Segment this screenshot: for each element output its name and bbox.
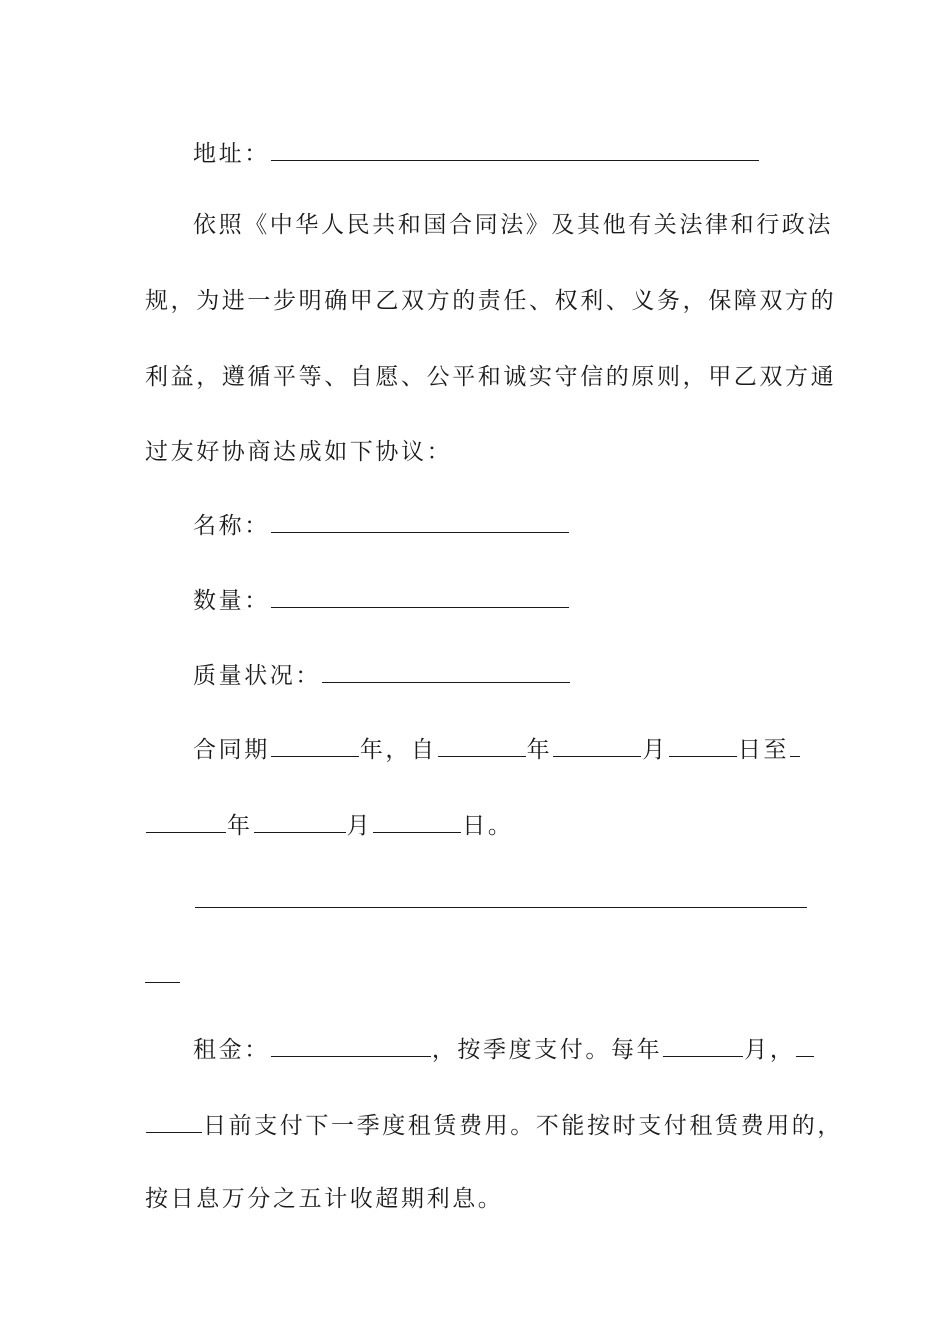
name-label: 名称：	[193, 513, 270, 539]
paragraph-line-3: 利益，遵循平等、自愿、公平和诚实守信的原则，甲乙双方通	[145, 364, 837, 390]
quality-blank[interactable]	[322, 660, 570, 683]
address-line	[193, 138, 810, 168]
name-blank[interactable]	[271, 510, 569, 533]
rent-line-2	[145, 1110, 843, 1140]
payment-day-blank-start[interactable]	[796, 1034, 814, 1057]
end-day-blank[interactable]	[373, 810, 461, 833]
payment-month-blank[interactable]	[663, 1034, 743, 1057]
end-year-blank[interactable]	[146, 810, 226, 833]
payment-day-blank[interactable]	[146, 1110, 202, 1133]
start-day-blank[interactable]	[669, 734, 737, 757]
payment-month-label: 月，	[744, 1037, 796, 1063]
end-year-label: 年	[227, 813, 253, 839]
start-day-to-label: 日至	[737, 737, 790, 763]
start-month-blank[interactable]	[553, 734, 641, 757]
end-month-blank[interactable]	[254, 810, 346, 833]
long-blank-line-continuation[interactable]	[145, 982, 180, 983]
paragraph-line-1: 依照《中华人民共和国合同法》及其他有关法律和行政法	[193, 212, 833, 238]
rent-label: 租金：	[193, 1037, 270, 1063]
quantity-blank[interactable]	[271, 585, 569, 608]
rent-amount-blank[interactable]	[271, 1034, 431, 1057]
rent-line-1	[193, 1034, 810, 1064]
rent-payment-text: 日前支付下一季度租赁费用。不能按时支付租赁费用的，	[203, 1113, 843, 1139]
end-day-label: 日。	[462, 813, 514, 839]
name-line	[193, 510, 810, 540]
start-year-label: 年	[526, 737, 553, 763]
quality-line	[193, 660, 810, 690]
end-month-label: 月	[346, 813, 373, 839]
term-year-from: 年，自	[359, 737, 437, 763]
term-line-2	[145, 810, 810, 840]
paragraph-line-4: 过友好协商达成如下协议：	[145, 439, 453, 465]
quantity-line	[193, 585, 810, 615]
address-blank[interactable]	[271, 138, 759, 161]
term-years-blank[interactable]	[271, 734, 359, 757]
term-prefix: 合同期	[193, 737, 270, 763]
quantity-label: 数量：	[193, 588, 270, 614]
start-month-label: 月	[642, 737, 668, 763]
long-blank-line[interactable]	[195, 907, 807, 908]
quality-label: 质量状况：	[193, 663, 321, 689]
start-year-blank[interactable]	[438, 734, 526, 757]
term-line-1	[193, 734, 810, 764]
rent-quarterly-text: ，按季度支付。每年	[431, 1037, 663, 1063]
rent-line-3: 按日息万分之五计收超期利息。	[145, 1186, 504, 1212]
paragraph-line-2: 规，为进一步明确甲乙双方的责任、权利、义务，保障双方的	[145, 288, 837, 314]
end-year-blank-start[interactable]	[790, 734, 800, 757]
address-label: 地址：	[193, 141, 270, 167]
